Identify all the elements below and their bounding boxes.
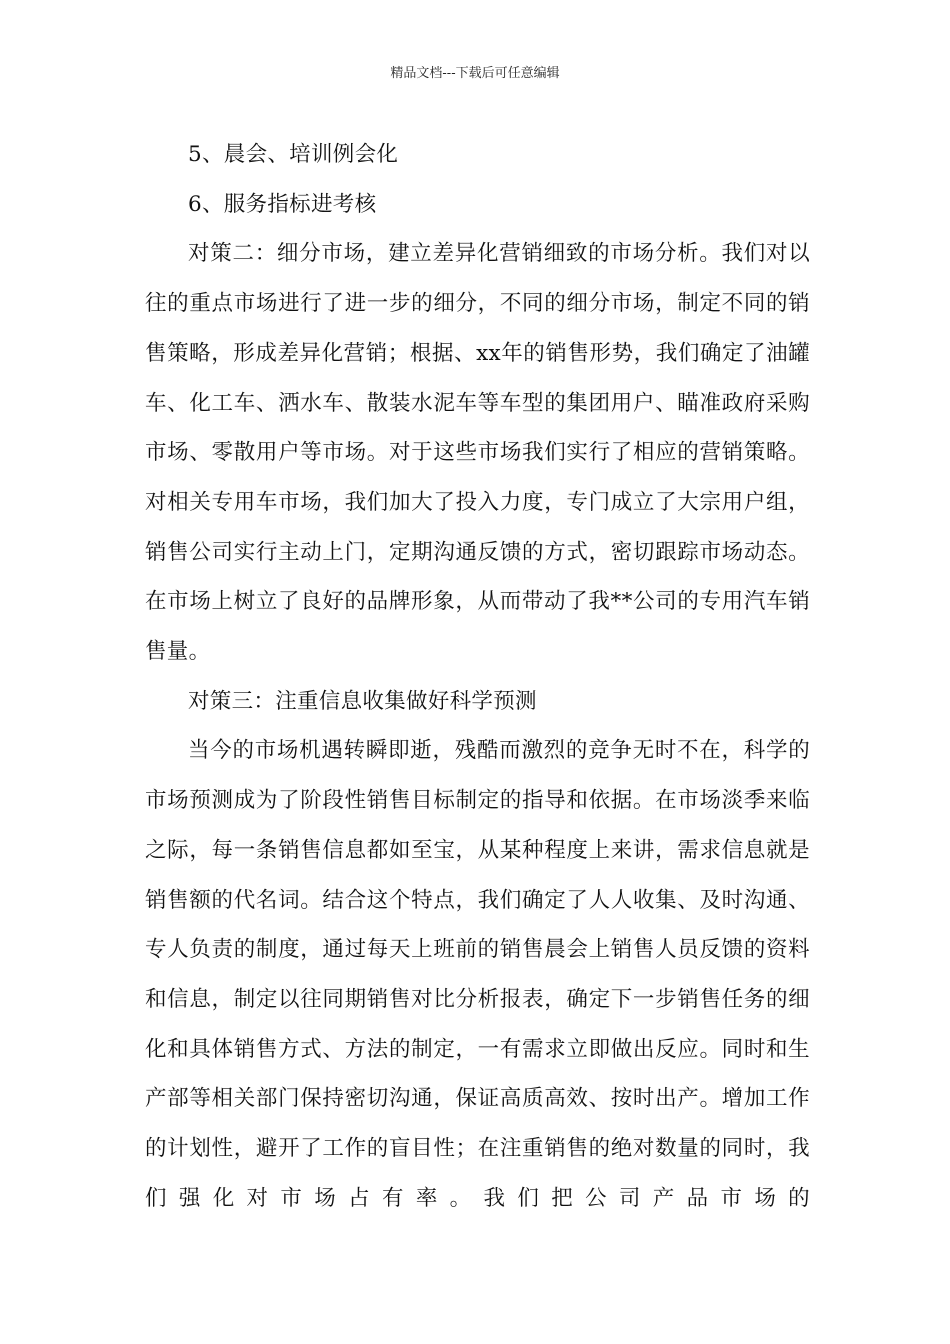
paragraph-strategy-2: 对策二：细分市场，建立差异化营销细致的市场分析。我们对以往的重点市场进行了进一步的细分，不同的细分市场，制定不同的销售策略，形成差异化营销；根据、xx年的销售形势，我们确定了油罐车、化工车、洒水车、散装水泥车等车型的集团用户、瞄准政府采购市场、零散用户等市场。对于这些市场我们实行了相应的营销策略。对相关专用车市场，我们加大了投入力度，专门成立了大宗用户组，销售公司实行主动上门，定期沟通反馈的方式，密切跟踪市场动态。在市场上树立了良好的品牌形象，从而带动了我**公司的专用汽车销售量。 — [145, 241, 810, 665]
paragraph-strategy-3-body: 当今的市场机遇转瞬即逝，残酷而激烈的竞争无时不在，科学的市场预测成为了阶段性销售目标制定的指导和依据。在市场淡季来临之际，每一条销售信息都如至宝，从某种程度上来讲，需求信息就是销售额的代名词。结合这个特点，我们确定了人人收集、及时沟通、专人负责的制度，通过每天上班前的销售晨会上销售人员反馈的资料和信息，制定以往同期销售对比分析报表，确定下一步销售任务的细化和具体销售方式、方法的制定，一有需求立即做出反应。同时和生产部等相关部门保持密切沟通，保证高质高效、按时出产。增加工作的计划性，避开了工作的盲目性；在注重销售的绝对数量的同时，我们强化对市场占有率。我们把公司产品市场的 — [145, 738, 810, 1211]
paragraph-item-6: 6、服务指标进考核 — [188, 191, 377, 217]
paragraph-strategy-3-heading: 对策三：注重信息收集做好科学预测 — [188, 688, 537, 714]
paragraph-item-5: 5、晨会、培训例会化 — [188, 142, 399, 167]
document-body — [145, 130, 810, 1223]
page-header: 精品文档---下载后可任意编辑 — [390, 66, 560, 81]
